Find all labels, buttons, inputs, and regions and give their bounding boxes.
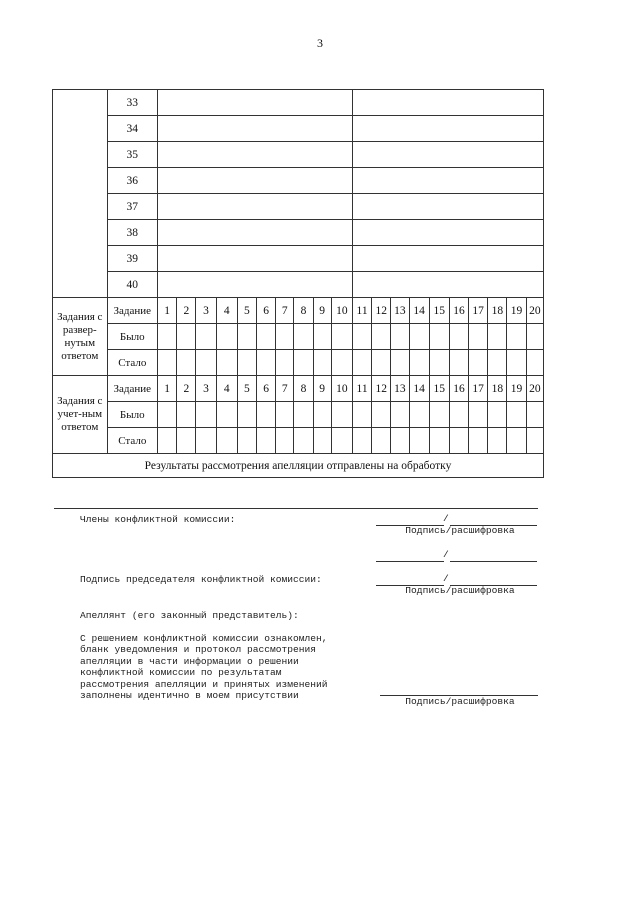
acknowledgement-text	[80, 633, 328, 701]
score-cell[interactable]	[469, 428, 488, 454]
task-number: 12	[372, 376, 391, 402]
short-answer-group-label: Задания с учет-ным ответом	[53, 376, 108, 454]
task-number: 16	[449, 298, 468, 324]
score-cell[interactable]	[488, 402, 507, 428]
answer-cell[interactable]	[158, 116, 353, 142]
answer-cell[interactable]	[158, 142, 353, 168]
score-cell[interactable]	[352, 402, 371, 428]
score-cell[interactable]	[216, 428, 237, 454]
task-label: Задание	[107, 298, 158, 324]
score-cell[interactable]	[429, 324, 449, 350]
score-cell[interactable]	[158, 428, 177, 454]
score-cell[interactable]	[216, 350, 237, 376]
question-number: 33	[107, 90, 158, 116]
answer-cell[interactable]	[158, 168, 353, 194]
score-cell[interactable]	[429, 350, 449, 376]
score-cell[interactable]	[196, 350, 216, 376]
score-cell[interactable]	[276, 350, 294, 376]
score-cell[interactable]	[196, 324, 216, 350]
task-number: 10	[331, 376, 352, 402]
score-cell[interactable]	[469, 324, 488, 350]
answer-cell[interactable]	[158, 194, 353, 220]
score-cell[interactable]	[331, 324, 352, 350]
score-cell[interactable]	[469, 350, 488, 376]
answer-cell[interactable]	[352, 246, 543, 272]
task-number: 19	[507, 376, 526, 402]
score-cell[interactable]	[331, 350, 352, 376]
task-number: 5	[237, 376, 256, 402]
score-cell[interactable]	[196, 428, 216, 454]
task-number: 20	[526, 298, 543, 324]
task-number: 2	[177, 376, 196, 402]
score-cell[interactable]	[313, 428, 331, 454]
question-row	[53, 142, 544, 168]
score-cell[interactable]	[294, 428, 313, 454]
score-cell[interactable]	[294, 350, 313, 376]
extended-answer-group-label: Задания с развер-нутым ответом	[53, 298, 108, 376]
question-number: 40	[107, 272, 158, 298]
became-label: Стало	[107, 350, 158, 376]
score-cell[interactable]	[331, 428, 352, 454]
question-number: 37	[107, 194, 158, 220]
answer-cell[interactable]	[352, 220, 543, 246]
task-number: 6	[256, 298, 275, 324]
task-number: 18	[488, 298, 507, 324]
signature-line	[450, 561, 537, 562]
score-cell[interactable]	[372, 402, 391, 428]
task-number: 5	[237, 298, 256, 324]
task-number: 17	[469, 376, 488, 402]
task-number: 7	[276, 298, 294, 324]
ack-line: рассмотрения апелляции и принятых изменений	[80, 678, 328, 690]
answer-cell[interactable]	[352, 116, 543, 142]
score-cell[interactable]	[507, 402, 526, 428]
question-row	[53, 116, 544, 142]
task-number: 11	[352, 298, 371, 324]
commission-members-label: Члены конфликтной комиссии:	[80, 514, 236, 525]
score-cell[interactable]	[256, 350, 275, 376]
score-cell[interactable]	[391, 428, 409, 454]
ack-line: бланк уведомления и протокол рассмотрения	[80, 644, 317, 656]
task-number: 8	[294, 298, 313, 324]
score-cell[interactable]	[276, 428, 294, 454]
task-number: 8	[294, 376, 313, 402]
task-number: 19	[507, 298, 526, 324]
task-number: 9	[313, 376, 331, 402]
score-cell[interactable]	[429, 428, 449, 454]
score-cell[interactable]	[391, 324, 409, 350]
became-label: Стало	[107, 428, 158, 454]
task-number: 15	[429, 298, 449, 324]
score-cell[interactable]	[409, 428, 429, 454]
answer-cell[interactable]	[352, 90, 543, 116]
score-cell[interactable]	[177, 324, 196, 350]
ack-line: конфликтной комиссии по результатам	[80, 667, 282, 679]
task-number: 13	[391, 298, 409, 324]
score-cell[interactable]	[449, 350, 468, 376]
score-cell[interactable]	[409, 324, 429, 350]
was-label: Было	[107, 402, 158, 428]
score-cell[interactable]	[526, 350, 543, 376]
answer-cell[interactable]	[352, 272, 543, 298]
appeal-protocol-table	[52, 89, 544, 478]
score-cell[interactable]	[488, 350, 507, 376]
question-number: 38	[107, 220, 158, 246]
score-cell[interactable]	[237, 350, 256, 376]
task-number-row	[53, 298, 544, 324]
task-number: 12	[372, 298, 391, 324]
score-cell[interactable]	[237, 324, 256, 350]
score-row	[53, 428, 544, 454]
question-number: 39	[107, 246, 158, 272]
score-row	[53, 402, 544, 428]
answer-cell[interactable]	[158, 90, 353, 116]
results-row	[53, 454, 544, 478]
score-cell[interactable]	[372, 428, 391, 454]
score-cell[interactable]	[294, 324, 313, 350]
score-cell[interactable]	[391, 402, 409, 428]
signature-line	[376, 561, 444, 562]
question-row	[53, 194, 544, 220]
task-number: 1	[158, 376, 177, 402]
score-cell[interactable]	[276, 324, 294, 350]
score-cell[interactable]	[352, 324, 371, 350]
task-number: 4	[216, 298, 237, 324]
score-cell[interactable]	[352, 428, 371, 454]
score-cell[interactable]	[449, 428, 468, 454]
score-cell[interactable]	[526, 402, 543, 428]
task-number: 7	[276, 376, 294, 402]
score-cell[interactable]	[216, 402, 237, 428]
ack-line: заполнены идентично в моем присутствии	[80, 690, 299, 702]
score-cell[interactable]	[313, 402, 331, 428]
chair-signature-label: Подпись председателя конфликтной комиссии:	[80, 574, 322, 585]
task-number: 13	[391, 376, 409, 402]
question-row	[53, 90, 544, 116]
appellant-label: Апеллянт (его законный представитель):	[80, 610, 299, 621]
answer-cell[interactable]	[352, 142, 543, 168]
score-row	[53, 324, 544, 350]
score-cell[interactable]	[158, 324, 177, 350]
score-cell[interactable]	[372, 324, 391, 350]
score-cell[interactable]	[237, 402, 256, 428]
answer-cell[interactable]	[352, 194, 543, 220]
question-row	[53, 246, 544, 272]
score-cell[interactable]	[507, 324, 526, 350]
question-row	[53, 168, 544, 194]
score-cell[interactable]	[313, 350, 331, 376]
ack-line: апелляции в части информации о решении	[80, 655, 299, 667]
task-number: 3	[196, 376, 216, 402]
score-cell[interactable]	[526, 428, 543, 454]
question-number: 34	[107, 116, 158, 142]
task-number: 4	[216, 376, 237, 402]
score-cell[interactable]	[352, 350, 371, 376]
task-number: 14	[409, 298, 429, 324]
score-cell[interactable]	[409, 402, 429, 428]
blank-group-cell	[53, 90, 108, 298]
task-number: 14	[409, 376, 429, 402]
score-cell[interactable]	[276, 402, 294, 428]
score-row	[53, 350, 544, 376]
results-status: Результаты рассмотрения апелляции отправлены на обработку	[53, 454, 544, 478]
score-cell[interactable]	[237, 428, 256, 454]
task-number: 2	[177, 298, 196, 324]
signature-caption: Подпись/расшифровка	[405, 585, 515, 596]
answer-cell[interactable]	[158, 272, 353, 298]
score-cell[interactable]	[469, 402, 488, 428]
task-number: 17	[469, 298, 488, 324]
task-number: 15	[429, 376, 449, 402]
score-cell[interactable]	[488, 324, 507, 350]
score-cell[interactable]	[256, 324, 275, 350]
task-number: 16	[449, 376, 468, 402]
score-cell[interactable]	[177, 428, 196, 454]
score-cell[interactable]	[488, 428, 507, 454]
score-cell[interactable]	[177, 350, 196, 376]
ack-line: С решением конфликтной комиссии ознакомлен,	[80, 633, 328, 644]
score-cell[interactable]	[158, 350, 177, 376]
question-row	[53, 272, 544, 298]
score-cell[interactable]	[331, 402, 352, 428]
score-cell[interactable]	[196, 402, 216, 428]
score-cell[interactable]	[507, 428, 526, 454]
score-cell[interactable]	[313, 324, 331, 350]
was-label: Было	[107, 324, 158, 350]
slash: /	[443, 573, 449, 584]
slash: /	[443, 513, 449, 524]
score-cell[interactable]	[391, 350, 409, 376]
task-number: 3	[196, 298, 216, 324]
score-cell[interactable]	[507, 350, 526, 376]
score-cell[interactable]	[409, 350, 429, 376]
task-number: 20	[526, 376, 543, 402]
signature-caption: Подпись/расшифровка	[405, 696, 515, 707]
task-number: 18	[488, 376, 507, 402]
question-row	[53, 220, 544, 246]
task-number: 10	[331, 298, 352, 324]
task-number-row	[53, 376, 544, 402]
slash: /	[443, 549, 449, 560]
signature-caption: Подпись/расшифровка	[405, 525, 515, 536]
score-cell[interactable]	[256, 402, 275, 428]
answer-cell[interactable]	[158, 220, 353, 246]
score-cell[interactable]	[294, 402, 313, 428]
score-cell[interactable]	[526, 324, 543, 350]
page-number: 3	[317, 36, 323, 50]
task-number: 11	[352, 376, 371, 402]
score-cell[interactable]	[429, 402, 449, 428]
score-cell[interactable]	[177, 402, 196, 428]
score-cell[interactable]	[256, 428, 275, 454]
score-cell[interactable]	[449, 402, 468, 428]
score-cell[interactable]	[158, 402, 177, 428]
score-cell[interactable]	[372, 350, 391, 376]
question-number: 35	[107, 142, 158, 168]
section-divider	[54, 508, 538, 509]
task-number: 9	[313, 298, 331, 324]
task-number: 6	[256, 376, 275, 402]
score-cell[interactable]	[449, 324, 468, 350]
task-number: 1	[158, 298, 177, 324]
score-cell[interactable]	[216, 324, 237, 350]
answer-cell[interactable]	[158, 246, 353, 272]
answer-cell[interactable]	[352, 168, 543, 194]
question-number: 36	[107, 168, 158, 194]
task-label: Задание	[107, 376, 158, 402]
